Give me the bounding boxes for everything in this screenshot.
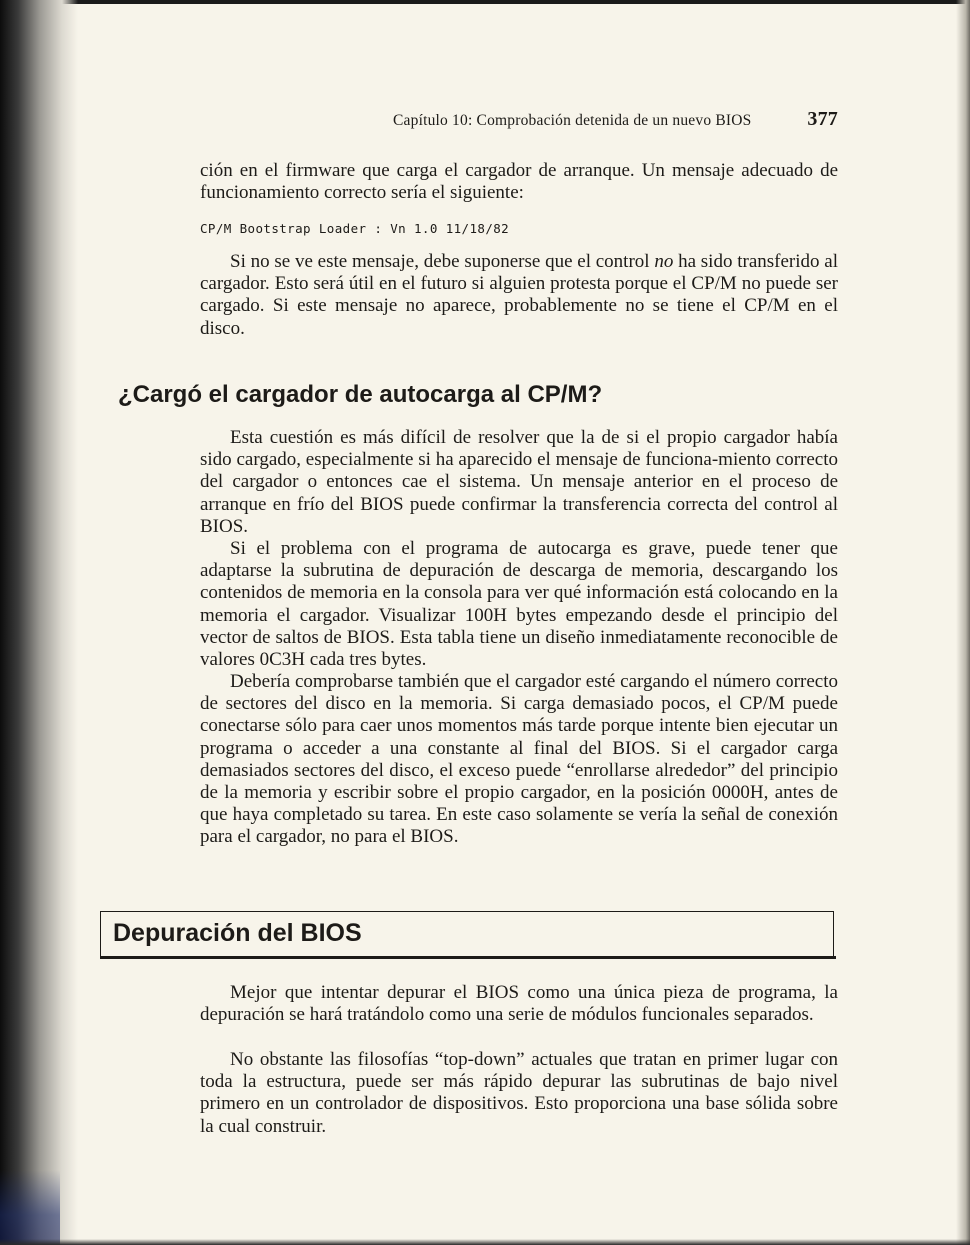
section-heading: ¿Cargó el cargador de autocarga al CP/M?	[118, 381, 603, 408]
intro-paragraph-2-before: Si no se ve este mensaje, debe suponerse que el control	[230, 251, 655, 272]
intro-paragraph: ción en el firmware que carga el cargador de arranque. Un mensaje adecuado de funcionamiento correcto sería el siguiente:	[200, 160, 838, 204]
body-paragraph: Esta cuestión es más difícil de resolver que la de si el propio cargador había sido cargado, especialmente si ha aparecido el mensaje de funciona-miento correcto del cargador o entonces cae el sistema. Un mensaje anterior en el proceso de arranque en frío del BIOS puede confirmar la transferencia correcta del control al BIOS.	[200, 427, 838, 537]
scan-corner-strip	[0, 1170, 60, 1245]
boxed-section-heading	[100, 911, 834, 957]
scan-top-edge	[0, 0, 970, 4]
scan-bottom-edge	[0, 1239, 970, 1245]
scan-right-edge	[956, 0, 970, 1245]
scan-binding-shadow	[0, 0, 78, 1245]
body-paragraph: Debería comprobarse también que el cargador esté cargando el número correcto de sectores del disco en la memoria. Si carga demasiado pocos, el CP/M puede conectarse sólo para caer unos momentos más tarde porque intente bien ejecutar un programa o acceder a una constante al final del BIOS. Si el cargador carga demasiados sectores del disco, el exceso puede “enrollarse alrededor” del principio de la memoria y escribir sobre el propio cargador, en la posición 0000H, antes de que haya completado su tarea. En este caso solamente se vería la señal de conexión para el cargador, no para el BIOS.	[200, 671, 838, 848]
heading-underline-rule	[100, 956, 836, 959]
body-paragraph: Mejor que intentar depurar el BIOS como una única pieza de programa, la depuración se hará tratándolo como una serie de módulos funcionales separados.	[200, 982, 838, 1026]
chapter-title: Capítulo 10: Comprobación detenida de un nuevo BIOS	[393, 112, 752, 129]
running-header	[393, 108, 838, 131]
bootstrap-message-code: CP/M Bootstrap Loader : Vn 1.0 11/18/82	[200, 221, 510, 236]
body-paragraph: Si el problema con el programa de autocarga es grave, puede tener que adaptarse la subrutina de depuración de descarga de memoria, descargando los contenidos de memoria en la consola para ver qué información está colocando en la memoria el cargador. Visualizar 100H bytes empezando desde el principio del vector de saltos de BIOS. Esta tabla tiene un diseño inmediatamente reconocible de valores 0C3H cada tres bytes.	[200, 538, 838, 671]
page-number: 377	[807, 108, 838, 130]
intro-paragraph-2-after: ha sido transferido al cargador. Esto será útil en el futuro si alguien protesta porque el CP/M no puede ser cargado. Si este mensaje no aparece, probablemente no se tiene el CP/M en el disco.	[200, 251, 838, 339]
intro-paragraph-2-emphasis: no	[654, 251, 674, 272]
section-heading-text: Depuración del BIOS	[113, 919, 362, 947]
intro-paragraph-2	[200, 251, 838, 340]
body-paragraph: No obstante las filosofías “top-down” actuales que tratan en primer lugar con toda la estructura, puede ser más rápido depurar las subrutinas de bajo nivel primero en un controlador de dispositivos. Esto proporciona una base sólida sobre la cual construir.	[200, 1049, 838, 1137]
